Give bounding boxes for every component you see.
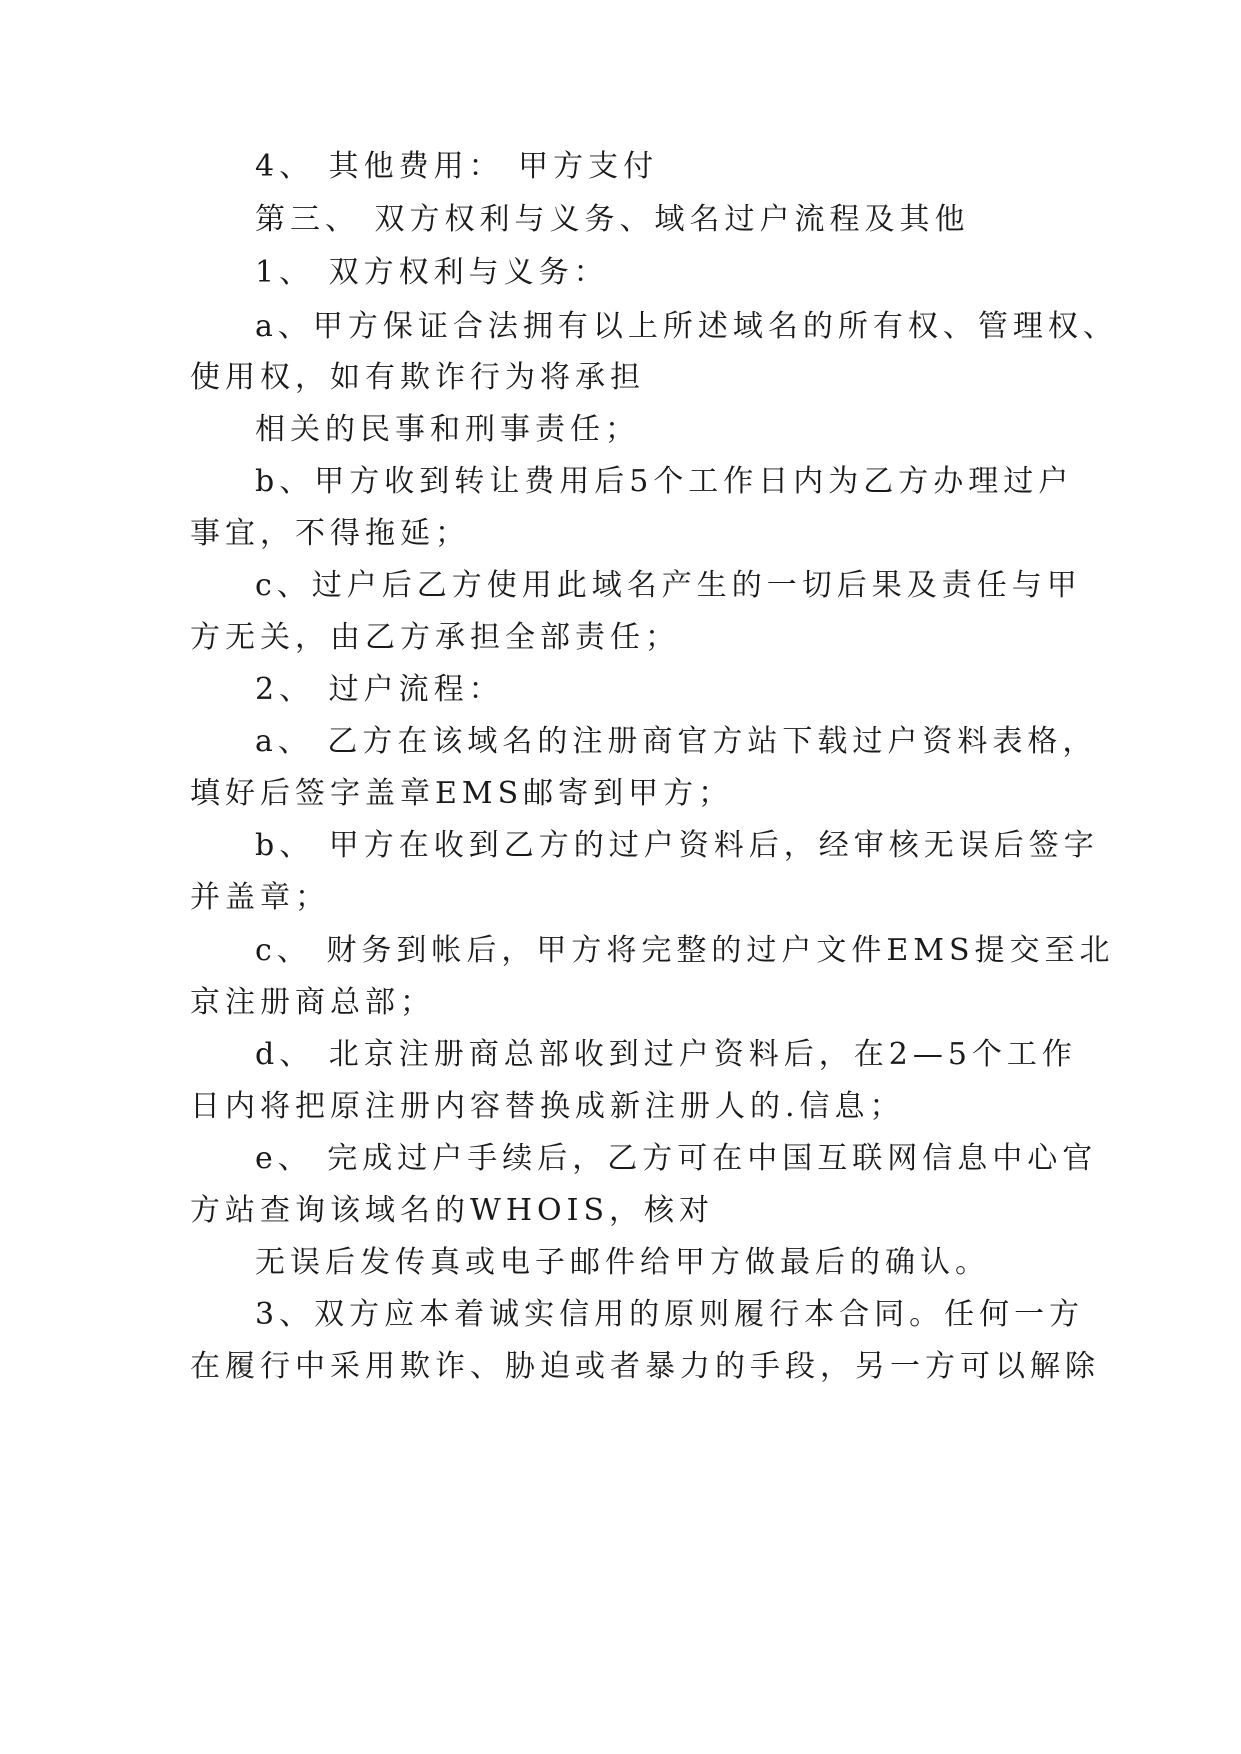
clause-2d-line-1: d、 北京注册商总部收到过户资料后，在2—5个工作 (255, 1037, 1077, 1072)
clause-2b-line-2: 并盖章； (190, 880, 330, 915)
clause-2a-line-2: 填好后签字盖章EMS邮寄到甲方； (190, 776, 734, 811)
clause-1-heading: 1、 双方权利与义务： (255, 255, 609, 290)
clause-1a-line-3: 相关的民事和刑事责任； (255, 412, 640, 447)
clause-2e-line-3: 无误后发传真或电子邮件给甲方做最后的确认。 (255, 1245, 990, 1280)
clause-2e-line-2: 方站查询该域名的WHOIS，核对 (190, 1193, 714, 1228)
clause-2d-line-2: 日内将把原注册内容替换成新注册人的.信息； (190, 1089, 905, 1124)
clause-2-heading: 2、 过户流程： (255, 672, 504, 707)
clause-1a-line-1: a、甲方保证合法拥有以上所述域名的所有权、管理权、 (255, 309, 1118, 344)
clause-2c-line-2: 京注册商总部； (190, 985, 435, 1020)
clause-3-line-1: 3、双方应本着诚实信用的原则履行本合同。任何一方 (255, 1297, 1085, 1332)
clause-1c-line-1: c、过户后乙方使用此域名产生的一切后果及责任与甲 (255, 568, 1082, 603)
clause-3-line-2: 在履行中采用欺诈、胁迫或者暴力的手段，另一方可以解除 (190, 1349, 1100, 1384)
clause-1a-line-2: 使用权，如有欺诈行为将承担 (190, 360, 645, 395)
clause-1c-line-2: 方无关，由乙方承担全部责任； (190, 620, 680, 655)
section-3-heading: 第三、 双方权利与义务、域名过户流程及其他 (255, 202, 970, 237)
clause-1b-line-2: 事宜，不得拖延； (190, 516, 470, 551)
clause-2b-line-1: b、 甲方在收到乙方的过户资料后，经审核无误后签字 (255, 828, 1099, 863)
clause-4-other-fees: 4、 其他费用： 甲方支付 (255, 149, 659, 184)
clause-1b-line-1: b、甲方收到转让费用后5个工作日内为乙方办理过户 (255, 464, 1074, 499)
clause-2e-line-1: e、 完成过户手续后，乙方可在中国互联网信息中心官 (255, 1141, 1098, 1176)
clause-2a-line-1: a、 乙方在该域名的注册商官方站下载过户资料表格， (255, 724, 1098, 759)
clause-2c-line-1: c、 财务到帐后，甲方将完整的过户文件EMS提交至北 (255, 933, 1115, 968)
